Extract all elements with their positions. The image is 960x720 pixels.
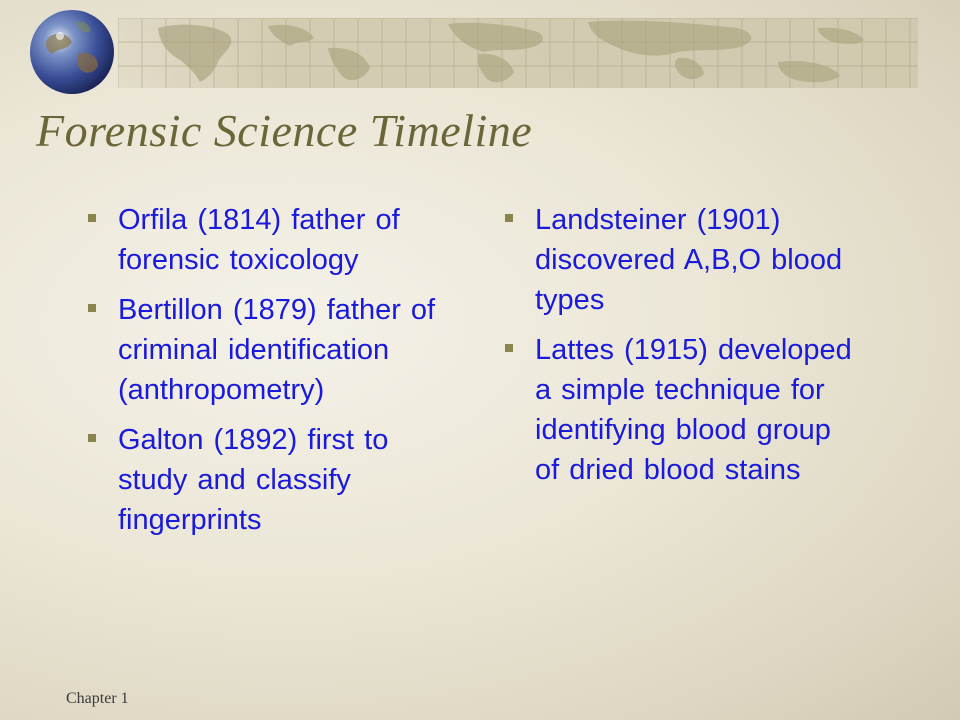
square-bullet-icon: [88, 304, 96, 312]
bullet-item-orfila: [86, 200, 446, 280]
square-bullet-icon: [505, 344, 513, 352]
left-bullet-list: [86, 200, 446, 550]
bullet-item-galton: [86, 420, 446, 540]
bullet-item-landsteiner: [503, 200, 863, 320]
slide-title: Forensic Science Timeline: [36, 105, 533, 156]
bullet-item-lattes: [503, 330, 863, 490]
bullet-item-bertillon: [86, 290, 446, 410]
globe-icon: [28, 8, 116, 96]
square-bullet-icon: [505, 214, 513, 222]
slide-footer: Chapter 1: [66, 690, 129, 707]
square-bullet-icon: [88, 214, 96, 222]
bullet-text: Bertillon (1879) father of criminal identification (anthropometry): [118, 294, 436, 406]
square-bullet-icon: [88, 434, 96, 442]
bullet-text: Galton (1892) first to study and classify fingerprints: [118, 424, 389, 536]
world-map-graphic: [118, 18, 918, 88]
bullet-text: Lattes (1915) developed a simple technique for identifying blood group of dried blood stains: [535, 334, 852, 486]
world-map-banner: [118, 18, 918, 88]
bullet-text: Orfila (1814) father of forensic toxicology: [118, 204, 400, 276]
right-bullet-list: [503, 200, 863, 500]
bullet-text: Landsteiner (1901) discovered A,B,O blood types: [535, 204, 843, 316]
